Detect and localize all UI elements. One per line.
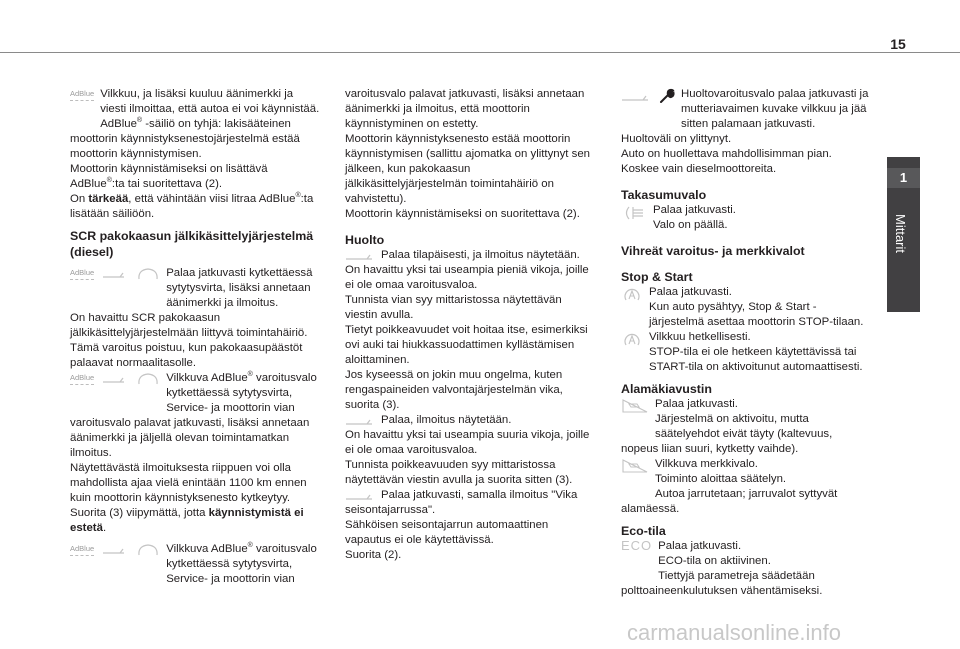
paragraph: Tiettyjä parametreja säädetään polttoaineenkulutuksen vähentämiseksi. bbox=[621, 570, 823, 597]
paragraph: Palaa tilapäisesti, ja ilmoitus näytetään. bbox=[381, 249, 580, 261]
section-heading-green-lights: Vihreät varoitus- ja merkkivalot bbox=[621, 244, 805, 258]
icon-group bbox=[621, 458, 649, 488]
watermark: carmanualsonline.info bbox=[627, 620, 842, 645]
paragraph: Toiminto aloittaa säätelyn. bbox=[655, 473, 787, 485]
paragraph: Auto on huollettava mahdollisimman pian. bbox=[621, 148, 832, 160]
scr-warning-icon bbox=[136, 372, 160, 390]
paragraph: On havaittu SCR pakokaasun jälkikäsittelyjärjestelmään liittyvä toimintahäiriö. bbox=[70, 312, 308, 339]
icon-group bbox=[621, 88, 675, 118]
paragraph: Palaa jatkuvasti kytkettäessä sytytysvirta, lisäksi annetaan äänimerkki ja ilmoitus. bbox=[166, 267, 313, 309]
paragraph: Moottorin käynnistyksenesto estää moottorin käynnistymisen (sallittu ajomatka on ylittynyt sen jälkeen, kun pakokaasun jälkikäsittelyjärjestelmän toimintahäiriö on vahvistettu). bbox=[345, 133, 590, 205]
paragraph: Vilkkuva merkkivalo. bbox=[655, 458, 758, 470]
icon-group bbox=[70, 543, 160, 573]
scr-warning-icon bbox=[136, 543, 160, 561]
paragraph: Moottorin käynnistämiseksi on suoritettava (2). bbox=[345, 208, 580, 220]
icon-group bbox=[345, 249, 375, 263]
service-wrench-outline-icon bbox=[102, 372, 128, 388]
paragraph: ECO-tila on aktiivinen. bbox=[658, 555, 771, 567]
section-heading-alamakiavustin: Alamäkiavustin bbox=[621, 382, 712, 396]
hill-assist-icon bbox=[621, 458, 649, 478]
section-heading-scr: SCR pakokaasun jälkikäsittelyjärjestelmä (diesel) bbox=[70, 229, 314, 259]
section-heading-stop-start: Stop & Start bbox=[621, 270, 693, 284]
header-rule bbox=[0, 52, 960, 53]
paragraph: Tunnista vian syy mittaristossa näytettävän viestin avulla. bbox=[345, 294, 562, 321]
paragraph: On tärkeää, että vähintään viisi litraa AdBlue®:ta lisätään säiliöön. bbox=[70, 192, 314, 220]
chapter-label: Mittarit bbox=[893, 214, 908, 253]
service-wrench-outline-icon bbox=[102, 267, 128, 283]
adblue-icon: AdBlue bbox=[70, 267, 94, 280]
hill-assist-icon bbox=[621, 398, 649, 418]
paragraph: Näytettävästä ilmoituksesta riippuen voi olla mahdollista ajaa vielä enintään 1100 km ennen kuin moottorin käynnistyksenesto kytkeytyy. bbox=[70, 462, 307, 504]
section-heading-takasumuvalo: Takasumuvalo bbox=[621, 188, 707, 202]
paragraph: Sähköisen seisontajarrun automaattinen vapautus ei ole käytettävissä. bbox=[345, 519, 549, 546]
paragraph: Vilkkuu, ja lisäksi kuuluu äänimerkki ja viesti ilmoittaa, että autoa ei voi käynnistää. bbox=[100, 88, 320, 115]
paragraph: Valo on päällä. bbox=[653, 219, 728, 231]
scr-warning-icon bbox=[136, 267, 160, 285]
adblue-icon: AdBlue bbox=[70, 543, 94, 556]
icon-group bbox=[621, 331, 643, 361]
paragraph: Palaa jatkuvasti. bbox=[649, 286, 732, 298]
icon-group bbox=[621, 398, 649, 428]
paragraph: Vilkkuva AdBlue® varoitusvalo kytkettäessä sytytysvirta, Service- ja moottorin vian bbox=[166, 542, 317, 585]
paragraph: Jos kyseessä on jokin muu ongelma, kuten rengaspaineiden valvontajärjestelmän vika, suorita (3). bbox=[345, 369, 563, 411]
adblue-icon: AdBlue bbox=[70, 88, 94, 101]
stop-start-icon bbox=[621, 286, 643, 308]
icon-group bbox=[345, 414, 375, 428]
paragraph: Palaa, ilmoitus näytetään. bbox=[381, 414, 512, 426]
adblue-icon: AdBlue bbox=[70, 372, 94, 385]
paragraph: Palaa jatkuvasti. bbox=[655, 398, 738, 410]
paragraph: On havaittu yksi tai useampia suuria vikoja, joille ei ole omaa varoitusvaloa. bbox=[345, 429, 590, 456]
paragraph: Tämä varoitus poistuu, kun pakokaasupäästöt palaavat normaalitasolle. bbox=[70, 342, 303, 369]
paragraph: Palaa jatkuvasti, samalla ilmoitus "Vika seisontajarrussa". bbox=[345, 489, 578, 516]
icon-group bbox=[70, 267, 160, 297]
paragraph: Moottorin käynnistämiseksi on lisättävä AdBlue®:ta tai suoritettava (2). bbox=[70, 163, 268, 190]
rear-fog-icon bbox=[621, 204, 647, 226]
icon-group bbox=[621, 540, 652, 570]
paragraph: Kun auto pysähtyy, Stop & Start -järjestelmä asettaa moottorin STOP-tilaan. bbox=[649, 301, 864, 328]
wrench-icon bbox=[659, 88, 675, 107]
paragraph: Vilkkuva AdBlue® varoitusvalo kytkettäessä sytytysvirta, Service- ja moottorin vian varoitusvalo palavat jatkuvasti, lisäksi annetaan äänimerkki ja jäljellä olevan toimintamatkan ilmoitus. bbox=[70, 371, 317, 459]
paragraph: Autoa jarrutetaan; jarruvalot syttyvät alamäessä. bbox=[621, 488, 838, 515]
column-2 bbox=[345, 87, 595, 563]
page-number: 15 bbox=[890, 36, 906, 52]
paragraph: Tietyt poikkeavuudet voit hoitaa itse, esimerkiksi ovi auki tai hiukkassuodattimen kyllästämisen aloittaminen. bbox=[345, 324, 588, 366]
paragraph: Suorita (2). bbox=[345, 549, 402, 561]
paragraph: STOP-tila ei ole hetkeen käytettävissä tai START-tila on aktivoitunut automaattisesti. bbox=[649, 346, 863, 373]
paragraph: Huoltovaroitusvalo palaa jatkuvasti ja mutteriavaimen kuvake vilkkuu ja jää sitten palamaan jatkuvasti. bbox=[681, 88, 869, 130]
icon-group bbox=[345, 489, 375, 503]
paragraph: Huoltoväli on ylittynyt. bbox=[621, 133, 732, 145]
icon-group bbox=[70, 372, 160, 402]
paragraph: Koskee vain dieselmoottoreita. bbox=[621, 163, 777, 175]
service-wrench-outline-icon bbox=[621, 88, 651, 106]
paragraph: Tunnista poikkeavuuden syy mittaristossa näytettävän viestin avulla ja suorita sitten (3). bbox=[345, 459, 573, 486]
paragraph: Vilkkuu hetkellisesti. bbox=[649, 331, 751, 343]
icon-group bbox=[621, 286, 643, 316]
paragraph: varoitusvalo palavat jatkuvasti, lisäksi annetaan äänimerkki ja ilmoitus, että moottorin käynnistyminen on estetty. bbox=[345, 88, 585, 130]
eco-icon: ECO bbox=[621, 538, 653, 553]
chapter-number: 1 bbox=[887, 168, 920, 188]
paragraph: AdBlue® -säiliö on tyhjä: lakisääteinen moottorin käynnistyksenestojärjestelmä estää moottorin käynnistymisen. bbox=[70, 117, 300, 160]
service-wrench-outline-icon bbox=[102, 543, 128, 559]
section-heading-eco-tila: Eco-tila bbox=[621, 524, 666, 538]
stop-start-icon bbox=[621, 331, 643, 353]
paragraph: Palaa jatkuvasti. bbox=[658, 540, 742, 552]
paragraph: Suorita (3) viipymättä, jotta käynnistymistä ei estetä. bbox=[70, 507, 304, 534]
icon-group bbox=[70, 88, 94, 118]
column-1 bbox=[70, 87, 320, 587]
column-3 bbox=[621, 87, 871, 599]
paragraph: On havaittu yksi tai useampia pieniä vikoja, joille ei ole omaa varoitusvaloa. bbox=[345, 264, 589, 291]
section-heading-huolto: Huolto bbox=[345, 233, 385, 247]
paragraph: Järjestelmä on aktivoitu, mutta säätelyehdot eivät täyty (kaltevuus, nopeus liian suuri, kytketty vaihde). bbox=[621, 413, 833, 455]
paragraph: Palaa jatkuvasti. bbox=[653, 204, 736, 216]
icon-group bbox=[621, 204, 647, 234]
